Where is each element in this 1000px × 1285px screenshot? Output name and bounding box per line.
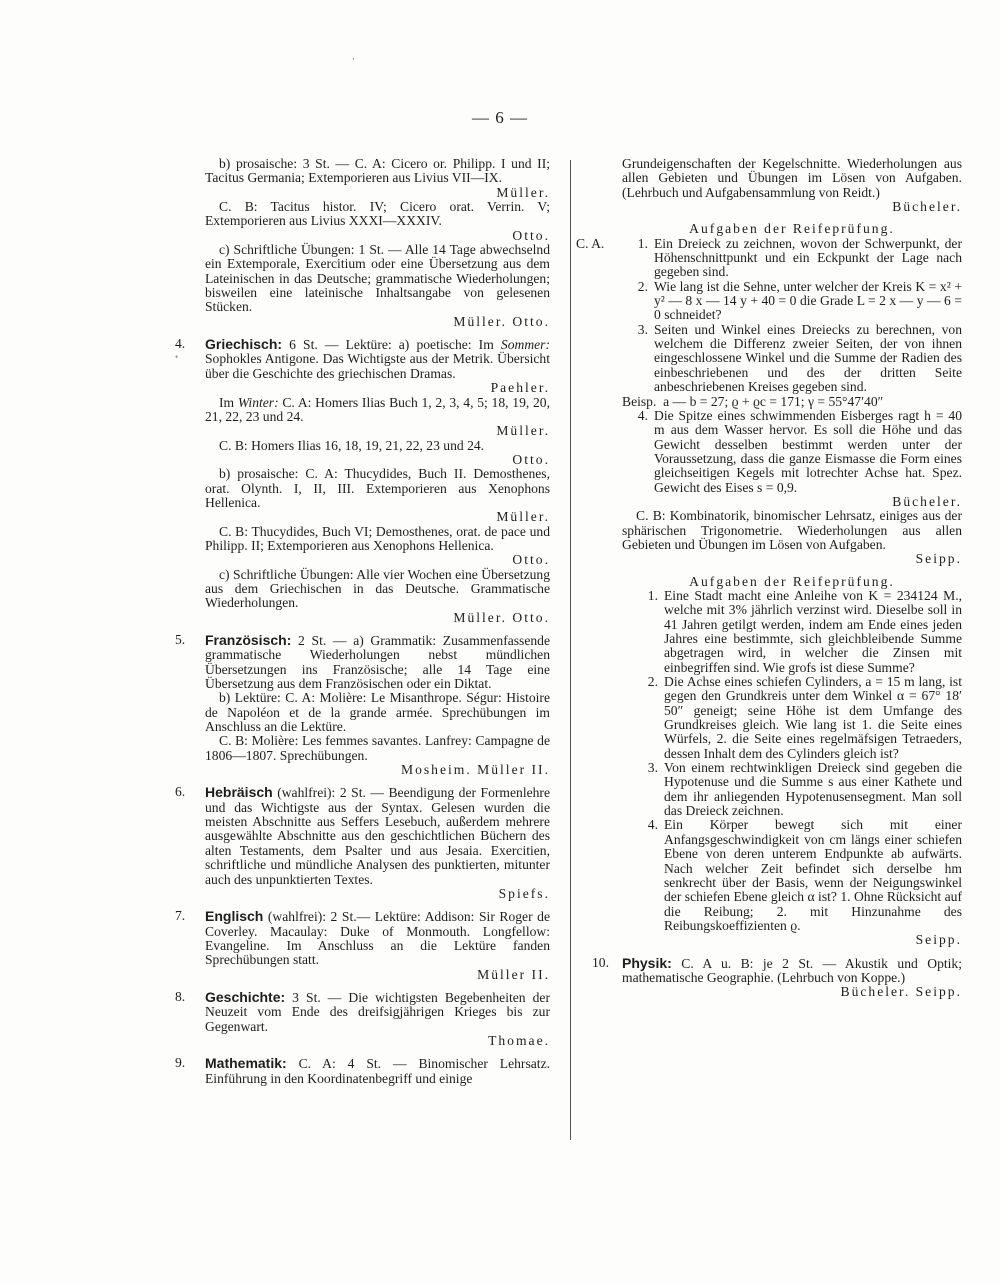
- section-hebrew: 6. Hebräisch (wahlfrei): 2 St. — Beendigung der Formenlehre und das Wichtigste aus der Syntax. Gelesen wurden die meisten Abschnitte aus Seffers Lesebuch, außerdem mehrere ausgewählte Abschnitte aus den geschichtlichen Büchern des alten Testaments, dem Psalter und aus Jesaia. Exercitien, schriftliche und mündliche Analysen des punktierten, mitunter auch des unpunktierten Textes. Spiefs.: [175, 784, 550, 901]
- left-column: b) prosaische: 3 St. — C. A: Cicero or. Philipp. I und II; Tacitus Germania; Extemporieren aus Livius VII—IX. Müller. C. B: Tacitus histor. IV; Cicero orat. Verrin. V; Extemporieren aus Livius XXXI—XXXIV. Otto. c) Schriftliche Übungen: 1 St. — Alle 14 Tage abwechselnd ein Extemporale, Exercitium oder eine Übersetzung aus dem Lateinischen in das Deutsche; grammatische Wiederholungen; bisweilen eine lateinische Inhaltsangabe von gelesenen Stücken. Müller. Otto. 4. Griechisch: 6 St. — Lektüre: a) poetische: Im Sommer: Sophokles Antigone. Das Wichtigste aus der Metrik. Übersicht über die Geschichte des griechischen Dramas. Paehler. Im Winter: C. A: Homers Ilias Buch 1, 2, 3, 4, 5; 18, 19, 20, 21, 22, 23 und 24. Müller. C. B: Homers Ilias 16, 18, 19, 21, 22, 23 und 24. Otto. b) prosaische: C. A: Thucydides, Buch II. Demosthenes, orat. Olynth. I, II, III. Extemporieren aus Xenophons Hellenica. Müller. C. B: Thucydides, Buch VI; Demosthenes, orat. de pace und Philipp. II; Extemporieren aus Xenophons Hellenica. Otto. c) Schriftliche Übungen: Alle vier Wochen eine Übersetzung aus dem Griechischen in das Deutsche. Grammatische Wiederholungen. Müller. Otto. 5. Französisch: 2 St. — a) Grammatik: Zusammenfassende grammatische Wiederholungen nebst mündlichen Übersetzungen ins Französische; alle 14 Tage eine Übersetzung aus dem Französischen oder ein Diktat. b) Lektüre: C. A: Molière: Le Misanthrope. Ségur: Histoire de Napoléon et de la grande armée. Sprechübungen im Anschluss an die Lektüre. C. B: Molière: Les femmes savantes. Lanfrey: Campagne de 1806—1807. Sprechübungen. Mosheim. Müller II. 6. Hebräisch (wahlfrei): 2 St. — Beendigung der Formenlehre und das Wichtigste aus der Syntax. Gelesen wurden die meisten Abschnitte aus Seffers Lesebuch, außerdem mehrere ausgewählte Abschnitte aus den geschichtlichen Büchern des alten Testaments, dem Psalter und aus Jesaia. Exercitien, schriftliche und mündliche Analysen des punktierten, mitunter auch des unpunktierten Textes. Spiefs. 7. Englisch (wahlfrei): 2 St.— Lektüre: Addison: Sir Roger de Coverley. Macaulay: Duke of Monmouth. Longfellow: Evangeline. Im Anschluss an die Lektüre fanden Sprechübungen statt. Müller II. 8. Geschichte: 3 St. — Die wichtigsten Begebenheiten der Neuzeit vom Ende des dreifsigjährigen Krieges bis zur Gegenwart. Thomae. 9. Mathematik: C. A: 4 St. — Binomischer Lehrsatz. Einführung in den Koordinatenbegriff und einige: [175, 156, 550, 1086]
- section-heading: Physik:: [622, 954, 672, 971]
- list-item: 2. Die Achse eines schiefen Cylinders, a = 15 m lang, ist gegen den Grundkreis unter dem Winkel α = 67° 18′ 50″ geneigt; seine Höhe ist dem Umfange des Grundkreises gleich. Wie lang ist 1. die Seite eines Würfels, 2. die Seite eines regelmäfsigen Tetraeders, dessen Inhalt dem des Cylinders gleich ist?: [647, 674, 962, 761]
- signature: Müller. Otto.: [453, 313, 550, 329]
- scan-dot: •: [175, 352, 179, 362]
- section-heading: Englisch: [205, 908, 264, 925]
- math-continuation: Grundeigenschaften der Kegelschnitte. Wiederholungen aus allen Gebieten und Übungen im Lösen von Aufgaben. (Lehrbuch und Aufgabensammlung von Reidt.): [622, 156, 962, 200]
- signature: Bücheler.: [892, 199, 962, 215]
- signature: Otto.: [512, 451, 550, 467]
- example-line: Beisp. a — b = 27; ϱ + ϱc = 171; γ = 55°47′40″: [622, 393, 884, 409]
- signature: Müller.: [496, 423, 550, 439]
- right-column: [576, 156, 962, 1000]
- exam-tasks-heading: Aufgaben der Reifeprüfung.: [689, 573, 895, 589]
- section-french: 5. Französisch: 2 St. — a) Grammatik: Zusammenfassende grammatische Wiederholungen nebst mündlichen Übersetzungen ins Französische; alle 14 Tage eine Übersetzung aus dem Französischen oder ein Diktat.: [175, 632, 550, 692]
- signature: Seipp.: [915, 551, 962, 567]
- signature: Bücheler.: [892, 493, 962, 509]
- greek-prose-cb: C. B: Thucydides, Buch VI; Demosthenes, orat. de pace und Philipp. II; Extemporieren aus Xenophons Hellenica.: [205, 523, 550, 553]
- section-heading: Mathematik:: [205, 1055, 287, 1072]
- column-divider: [570, 160, 571, 1140]
- ca-tasks: [576, 235, 962, 395]
- signature: Otto.: [512, 552, 550, 568]
- latin-prose-cb: C. B: Tacitus histor. IV; Cicero orat. Verrin. V; Extemporieren aus Livius XXXI—XXXIV.: [205, 199, 550, 229]
- section-physics: 10. Physik: C. A u. B: je 2 St. — Akustik und Optik; mathematische Geographie. (Lehrbuch von Koppe.) Bücheler. Seipp.: [592, 954, 962, 1000]
- section-english: 7. Englisch (wahlfrei): 2 St.— Lektüre: Addison: Sir Roger de Coverley. Macaulay: Duke of Monmouth. Longfellow: Evangeline. Im Anschluss an die Lektüre fanden Sprechübungen statt. Müller II.: [175, 908, 550, 982]
- list-item: 1. Ein Dreieck zu zeichnen, wovon der Schwerpunkt, der Höhenschnittpunkt und ein Eckpunkt der Lage nach gegeben sind.: [637, 235, 962, 280]
- signature: Seipp.: [915, 932, 962, 948]
- math-cb: C. B: Kombinatorik, binomischer Lehrsatz, einiges aus der sphärischen Trigonometrie. Wiederholungen aus allen Gebieten und Übungen im Lösen von Aufgaben.: [622, 508, 962, 552]
- greek-prose-ca: b) prosaische: C. A: Thucydides, Buch II. Demosthenes, orat. Olynth. I, II, III. Extemporieren aus Xenophons Hellenica.: [205, 466, 550, 510]
- section-number: 4.: [175, 336, 186, 352]
- section-number: 6.: [175, 784, 186, 800]
- section-greek: 4. Griechisch: 6 St. — Lektüre: a) poetische: Im Sommer: Sophokles Antigone. Das Wichtigste aus der Metrik. Übersicht über die Geschichte des griechischen Dramas. Paehler.: [175, 336, 550, 396]
- section-number: 10.: [592, 954, 609, 970]
- list-item: 3. Von einem rechtwinkligen Dreieck sind gegeben die Hypotenuse und die Summe s aus einer Kathete und dem ihr anliegenden Hypotenusensegment. Man soll das Dreieck zeichnen.: [647, 760, 962, 819]
- section-number: 9.: [175, 1055, 186, 1071]
- latin-prose-ca: b) prosaische: 3 St. — C. A: Cicero or. Philipp. I und II; Tacitus Germania; Extemporieren aus Livius VII—IX.: [205, 156, 550, 186]
- section-heading: Griechisch:: [205, 336, 283, 353]
- signature: Mosheim. Müller II.: [400, 762, 550, 778]
- page-number: — 6 —: [472, 108, 528, 127]
- signature: Spiefs.: [498, 885, 550, 901]
- signature: Otto.: [512, 227, 550, 243]
- section-heading: Hebräisch: [205, 784, 273, 801]
- section-heading: Französisch:: [205, 632, 292, 648]
- signature: Müller. Otto.: [453, 609, 550, 625]
- list-item: 2. Wie lang ist die Sehne, unter welcher der Kreis K = x² + y² — 8 x — 14 y + 40 = 0 die Grade L = 2 x — y — 6 = 0 schneidet?: [637, 278, 962, 323]
- signature: Müller II.: [477, 966, 550, 982]
- exam-tasks-heading: Aufgaben der Reifeprüfung.: [689, 221, 895, 237]
- signature: Bücheler. Seipp.: [840, 984, 962, 1000]
- list-item: 3. Seiten und Winkel eines Dreiecks zu berechnen, von welchem die Differenz zweier Seiten, der von ihnen eingeschlossene Winkel und die Summe der Radien des einbeschriebenen und des der dritten Seite anbeschriebenen Kreises gegeben sind.: [637, 321, 962, 395]
- greek-written: c) Schriftliche Übungen: Alle vier Wochen eine Übersetzung aus dem Griechischen in das Deutsche. Grammatische Wiederholungen.: [205, 566, 550, 611]
- section-heading: Geschichte:: [205, 988, 286, 1005]
- signature: Paehler.: [490, 380, 550, 396]
- section-mathematics: 9. Mathematik: C. A: 4 St. — Binomischer Lehrsatz. Einführung in den Koordinatenbegriff und einige: [175, 1055, 550, 1086]
- list-item: 4. Die Spitze eines schwimmenden Eisberges ragt h = 40 m aus dem Wasser hervor. Es soll die Höhe und das Gewicht desselben bestimmt werden unter der Voraussetzung, dass die ganze Eismasse die Form eines gleichseitigen Kegels mit lotrechter Achse hat. Spez. Gewicht des Eises s = 0,9.: [637, 407, 962, 495]
- signature: Müller.: [496, 184, 550, 200]
- class-label: C. A.: [576, 235, 605, 251]
- list-item: 4. Ein Körper bewegt sich mit einer Anfangsgeschwindigkeit von cm längs einer schiefen Ebene von deren unterem Endpunkte ab aufwärts. Nach welcher Zeit befindet sich derselbe hm senkrecht über der Basis, wenn der Neigungswinkel der schiefen Ebene gleich α ist? 1. Ohne Rücksicht auf die Reibung; 2. mit Hinzunahme des Reibungskoeffizienten ϱ.: [647, 817, 962, 933]
- scan-mark: ,: [352, 50, 355, 62]
- greek-cb: C. B: Homers Ilias 16, 18, 19, 21, 22, 23 und 24.: [219, 437, 485, 453]
- section-number: 7.: [175, 908, 186, 924]
- section-number: 5.: [175, 632, 186, 647]
- section-number: 8.: [175, 988, 186, 1004]
- list-item: 1. Eine Stadt macht eine Anleihe von K = 234124 M., welche mit 3% jährlich verzinst wird. Dieselbe soll in 41 Jahren getilgt werden, indem am Ende eines jeden Jahres eine bestimmte, sich gleichbleibende Summe abgetragen wird, in welcher die Zinsen mit einbegriffen sind. Wie grofs ist diese Summe?: [647, 587, 962, 675]
- french-reading: b) Lektüre: C. A: Molière: Le Misanthrope. Ségur: Histoire de Napoléon et de la grande armée. Sprechübungen im Anschluss an die Lektüre.: [205, 690, 550, 735]
- section-history: 8. Geschichte: 3 St. — Die wichtigsten Begebenheiten der Neuzeit vom Ende des dreifsigjährigen Krieges bis zur Gegenwart. Thomae.: [175, 988, 550, 1048]
- signature: Thomae.: [488, 1032, 550, 1048]
- french-cb: C. B: Molière: Les femmes savantes. Lanfrey: Campagne de 1806—1807. Sprechübungen.: [205, 733, 550, 763]
- signature: Müller.: [496, 509, 550, 525]
- latin-written: c) Schriftliche Übungen: 1 St. — Alle 14 Tage abwechselnd ein Extemporale, Exercitium oder eine Übersetzung aus dem Lateinischen in das Deutsche; grammatische Wiederholungen; bisweilen eine lateinische Inhaltsangabe von gelesenen Stücken.: [205, 242, 550, 315]
